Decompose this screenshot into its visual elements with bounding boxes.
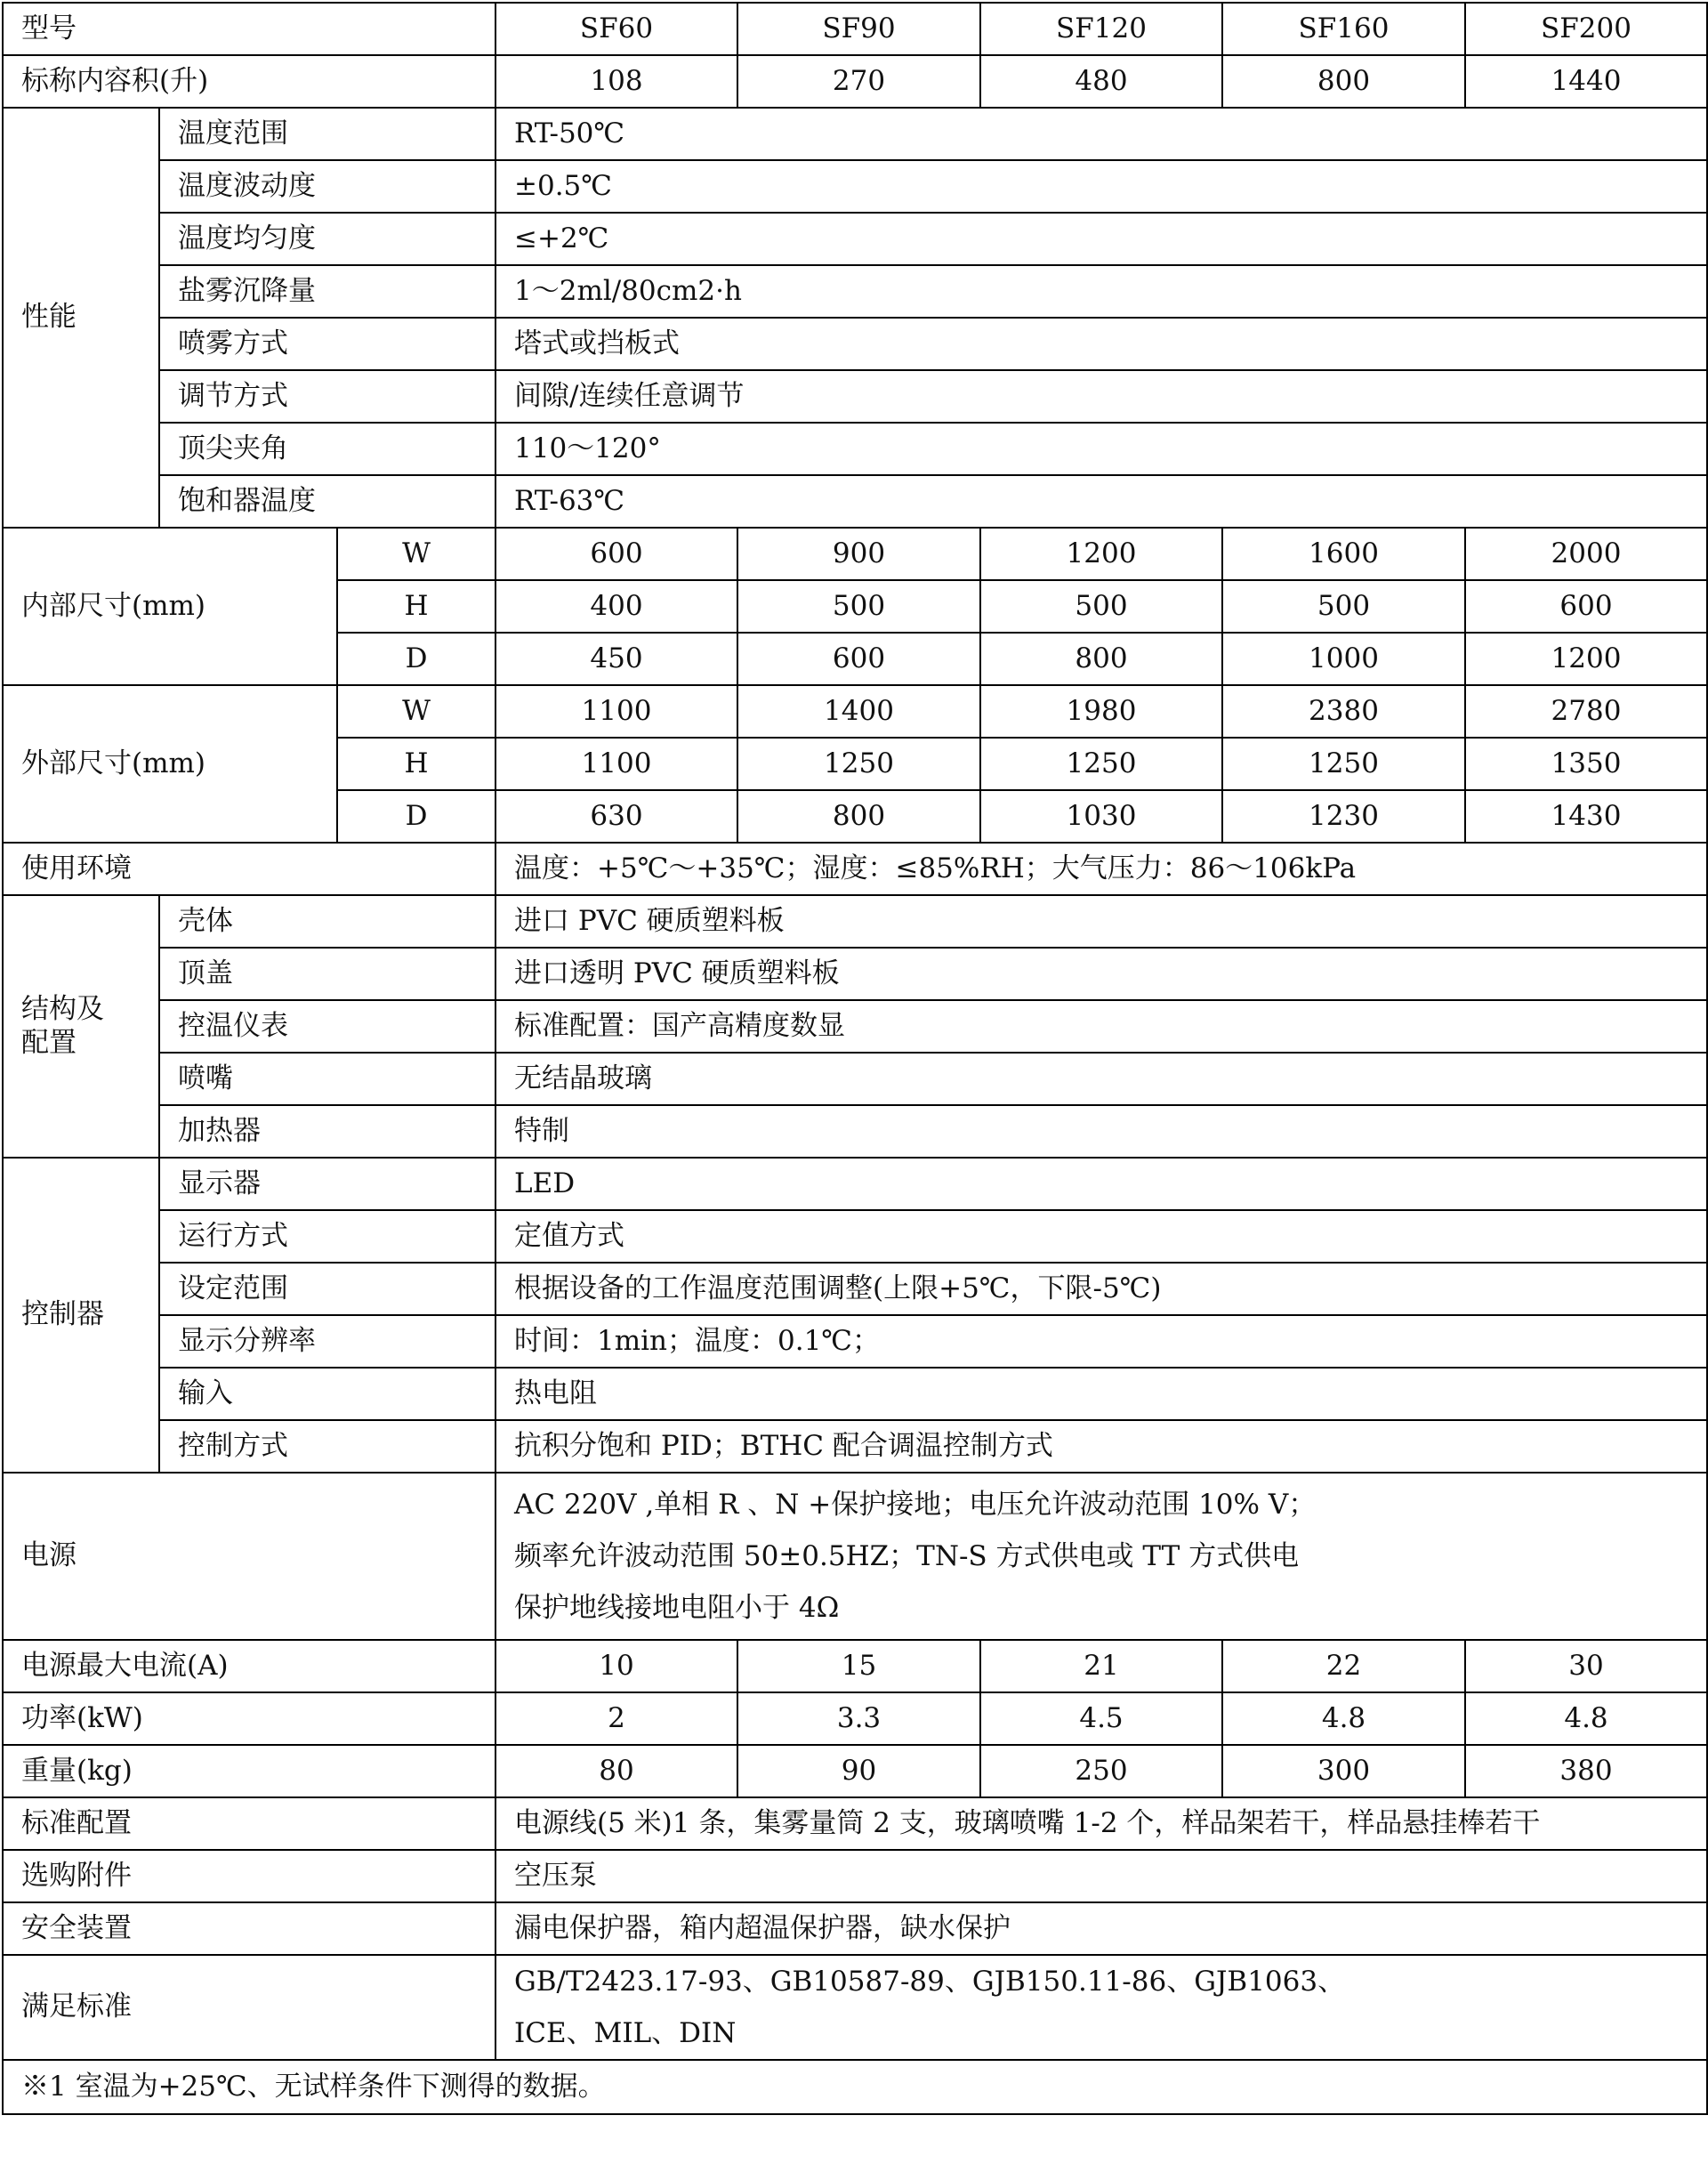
- row-label: 设定范围: [159, 1263, 495, 1315]
- group-label-line: 配置: [21, 1026, 77, 1059]
- value-cell: 1430: [1465, 790, 1707, 843]
- table-row: [3, 1158, 1707, 1210]
- value-cell: 空压泵: [495, 1850, 1707, 1902]
- table-row: [3, 843, 1707, 895]
- group-label: 性能: [3, 108, 159, 528]
- value-cell: 电源线(5 米)1 条，集雾量筒 2 支，玻璃喷嘴 1-2 个，样品架若干，样品悬挂棒若干: [495, 1797, 1707, 1850]
- dim-label: D: [337, 790, 495, 843]
- row-label: 控制方式: [159, 1420, 495, 1473]
- table-row: [3, 1473, 1707, 1640]
- row-label: 顶盖: [159, 948, 495, 1000]
- value-cell: 抗积分饱和 PID；BTHC 配合调温控制方式: [495, 1420, 1707, 1473]
- value-cell: 1400: [737, 685, 980, 738]
- value-cell: 1200: [1465, 633, 1707, 685]
- value-cell: 4.8: [1465, 1692, 1707, 1745]
- dim-label: W: [337, 685, 495, 738]
- value-cell: 间隙/连续任意调节: [495, 370, 1707, 423]
- table-row: [3, 160, 1707, 213]
- value-cell: 漏电保护器，箱内超温保护器，缺水保护: [495, 1902, 1707, 1955]
- row-label: 电源: [3, 1473, 495, 1640]
- row-label: 喷雾方式: [159, 318, 495, 370]
- value-cell: 根据设备的工作温度范围调整(上限+5℃，下限-5℃): [495, 1263, 1707, 1315]
- value-cell: 1100: [495, 738, 737, 790]
- group-label: 控制器: [3, 1158, 159, 1473]
- table-row: [3, 1368, 1707, 1420]
- row-label: 温度均匀度: [159, 213, 495, 265]
- value-cell: 90: [737, 1745, 980, 1797]
- table-row: [3, 318, 1707, 370]
- value-cell: 2380: [1222, 685, 1465, 738]
- table-row: [3, 1850, 1707, 1902]
- row-label: 标称内容积(升): [3, 55, 495, 108]
- row-label: 加热器: [159, 1105, 495, 1158]
- table-row: [3, 423, 1707, 475]
- header-label: 型号: [3, 3, 495, 55]
- value-cell: 温度：+5℃～+35℃；湿度：≤85%RH；大气压力：86～106kPa: [495, 843, 1707, 895]
- value-cell: 800: [1222, 55, 1465, 108]
- value-cell: 1～2ml/80cm2·h: [495, 265, 1707, 318]
- model-cell: SF90: [737, 3, 980, 55]
- value-cell: 900: [737, 528, 980, 580]
- row-label: 调节方式: [159, 370, 495, 423]
- table-row: [3, 3, 1707, 55]
- value-cell: 1200: [980, 528, 1222, 580]
- value-cell: 1230: [1222, 790, 1465, 843]
- table-row: [3, 213, 1707, 265]
- value-cell: 1600: [1222, 528, 1465, 580]
- value-cell: 塔式或挡板式: [495, 318, 1707, 370]
- row-label: 显示器: [159, 1158, 495, 1210]
- dim-label: W: [337, 528, 495, 580]
- value-cell: 4.5: [980, 1692, 1222, 1745]
- row-label: 温度波动度: [159, 160, 495, 213]
- value-cell: 500: [737, 580, 980, 633]
- model-cell: SF200: [1465, 3, 1707, 55]
- value-cell: RT-50℃: [495, 108, 1707, 160]
- row-label: 选购附件: [3, 1850, 495, 1902]
- value-cell: ≤+2℃: [495, 213, 1707, 265]
- value-cell: 2780: [1465, 685, 1707, 738]
- value-cell: 600: [1465, 580, 1707, 633]
- table-row: [3, 475, 1707, 528]
- row-label: 运行方式: [159, 1210, 495, 1263]
- value-cell: 800: [980, 633, 1222, 685]
- value-cell: 500: [1222, 580, 1465, 633]
- value-cell: 600: [737, 633, 980, 685]
- value-cell: 1100: [495, 685, 737, 738]
- value-cell: 80: [495, 1745, 737, 1797]
- value-cell: 400: [495, 580, 737, 633]
- value-cell: 1250: [737, 738, 980, 790]
- table-row: [3, 370, 1707, 423]
- value-cell: 30: [1465, 1640, 1707, 1692]
- value-cell: 22: [1222, 1640, 1465, 1692]
- value-cell: 热电阻: [495, 1368, 1707, 1420]
- power-supply-line: 频率允许波动范围 50±0.5HZ；TN-S 方式供电或 TT 方式供电: [514, 1540, 1300, 1572]
- value-cell: 250: [980, 1745, 1222, 1797]
- value-cell: 1980: [980, 685, 1222, 738]
- group-label: [3, 895, 159, 1158]
- row-label: 重量(kg): [3, 1745, 495, 1797]
- table-row: [3, 1692, 1707, 1745]
- value-cell: 1250: [980, 738, 1222, 790]
- standards-cell: [495, 1955, 1707, 2060]
- table-row: [3, 1000, 1707, 1053]
- value-cell: 1030: [980, 790, 1222, 843]
- table-row: [3, 1053, 1707, 1105]
- row-label: 温度范围: [159, 108, 495, 160]
- row-label: 喷嘴: [159, 1053, 495, 1105]
- standards-line: ICE、MIL、DIN: [514, 2017, 737, 2049]
- table-row: [3, 1797, 1707, 1850]
- row-label: 盐雾沉降量: [159, 265, 495, 318]
- row-label: 标准配置: [3, 1797, 495, 1850]
- value-cell: 10: [495, 1640, 737, 1692]
- value-cell: 600: [495, 528, 737, 580]
- table-row: [3, 1315, 1707, 1368]
- model-cell: SF160: [1222, 3, 1465, 55]
- value-cell: 380: [1465, 1745, 1707, 1797]
- value-cell: 进口 PVC 硬质塑料板: [495, 895, 1707, 948]
- group-label: 外部尺寸(mm): [3, 685, 337, 843]
- table-row: [3, 1210, 1707, 1263]
- table-row: [3, 1745, 1707, 1797]
- value-cell: 300: [1222, 1745, 1465, 1797]
- standards-line: GB/T2423.17-93、GB10587-89、GJB150.11-86、GJB1063、: [514, 1966, 1346, 1998]
- table-row: [3, 948, 1707, 1000]
- value-cell: 进口透明 PVC 硬质塑料板: [495, 948, 1707, 1000]
- value-cell: RT-63℃: [495, 475, 1707, 528]
- row-label: 壳体: [159, 895, 495, 948]
- table-row: [3, 2060, 1707, 2114]
- row-label: 电源最大电流(A): [3, 1640, 495, 1692]
- group-label-line: 结构及: [21, 993, 104, 1026]
- value-cell: 1000: [1222, 633, 1465, 685]
- value-cell: 4.8: [1222, 1692, 1465, 1745]
- table-row: [3, 55, 1707, 108]
- row-label: 显示分辨率: [159, 1315, 495, 1368]
- value-cell: 定值方式: [495, 1210, 1707, 1263]
- power-supply-line: AC 220V ,单相 R 、N +保护接地；电压允许波动范围 10% V；: [514, 1489, 1317, 1521]
- value-cell: 15: [737, 1640, 980, 1692]
- value-cell: 无结晶玻璃: [495, 1053, 1707, 1105]
- row-label: 功率(kW): [3, 1692, 495, 1745]
- row-label: 饱和器温度: [159, 475, 495, 528]
- value-cell: 21: [980, 1640, 1222, 1692]
- value-cell: LED: [495, 1158, 1707, 1210]
- table-row: [3, 1263, 1707, 1315]
- value-cell: 2: [495, 1692, 737, 1745]
- value-cell: 110～120°: [495, 423, 1707, 475]
- value-cell: 3.3: [737, 1692, 980, 1745]
- dim-label: H: [337, 580, 495, 633]
- table-row: [3, 528, 1707, 580]
- group-label: 内部尺寸(mm): [3, 528, 337, 685]
- value-cell: ±0.5℃: [495, 160, 1707, 213]
- table-row: [3, 1420, 1707, 1473]
- value-cell: 630: [495, 790, 737, 843]
- footnote: ※1 室温为+25℃、无试样条件下测得的数据。: [3, 2060, 1707, 2114]
- value-cell: 270: [737, 55, 980, 108]
- row-label: 安全装置: [3, 1902, 495, 1955]
- spec-table: [2, 2, 1708, 2115]
- model-cell: SF60: [495, 3, 737, 55]
- row-label: 控温仪表: [159, 1000, 495, 1053]
- value-cell: 800: [737, 790, 980, 843]
- dim-label: D: [337, 633, 495, 685]
- value-cell: 1350: [1465, 738, 1707, 790]
- power-supply-cell: [495, 1473, 1707, 1640]
- value-cell: 450: [495, 633, 737, 685]
- dim-label: H: [337, 738, 495, 790]
- table-row: [3, 108, 1707, 160]
- row-label: 使用环境: [3, 843, 495, 895]
- row-label: 输入: [159, 1368, 495, 1420]
- value-cell: 500: [980, 580, 1222, 633]
- table-row: [3, 1955, 1707, 2060]
- table-row: [3, 895, 1707, 948]
- value-cell: 1440: [1465, 55, 1707, 108]
- model-cell: SF120: [980, 3, 1222, 55]
- power-supply-line: 保护地线接地电阻小于 4Ω: [514, 1592, 840, 1624]
- value-cell: 480: [980, 55, 1222, 108]
- value-cell: 108: [495, 55, 737, 108]
- table-row: [3, 1105, 1707, 1158]
- row-label: 顶尖夹角: [159, 423, 495, 475]
- row-label: 满足标准: [3, 1955, 495, 2060]
- table-row: [3, 265, 1707, 318]
- value-cell: 特制: [495, 1105, 1707, 1158]
- value-cell: 时间：1min；温度：0.1℃；: [495, 1315, 1707, 1368]
- value-cell: 标准配置：国产高精度数显: [495, 1000, 1707, 1053]
- table-row: [3, 685, 1707, 738]
- value-cell: 2000: [1465, 528, 1707, 580]
- table-row: [3, 1902, 1707, 1955]
- table-row: [3, 1640, 1707, 1692]
- value-cell: 1250: [1222, 738, 1465, 790]
